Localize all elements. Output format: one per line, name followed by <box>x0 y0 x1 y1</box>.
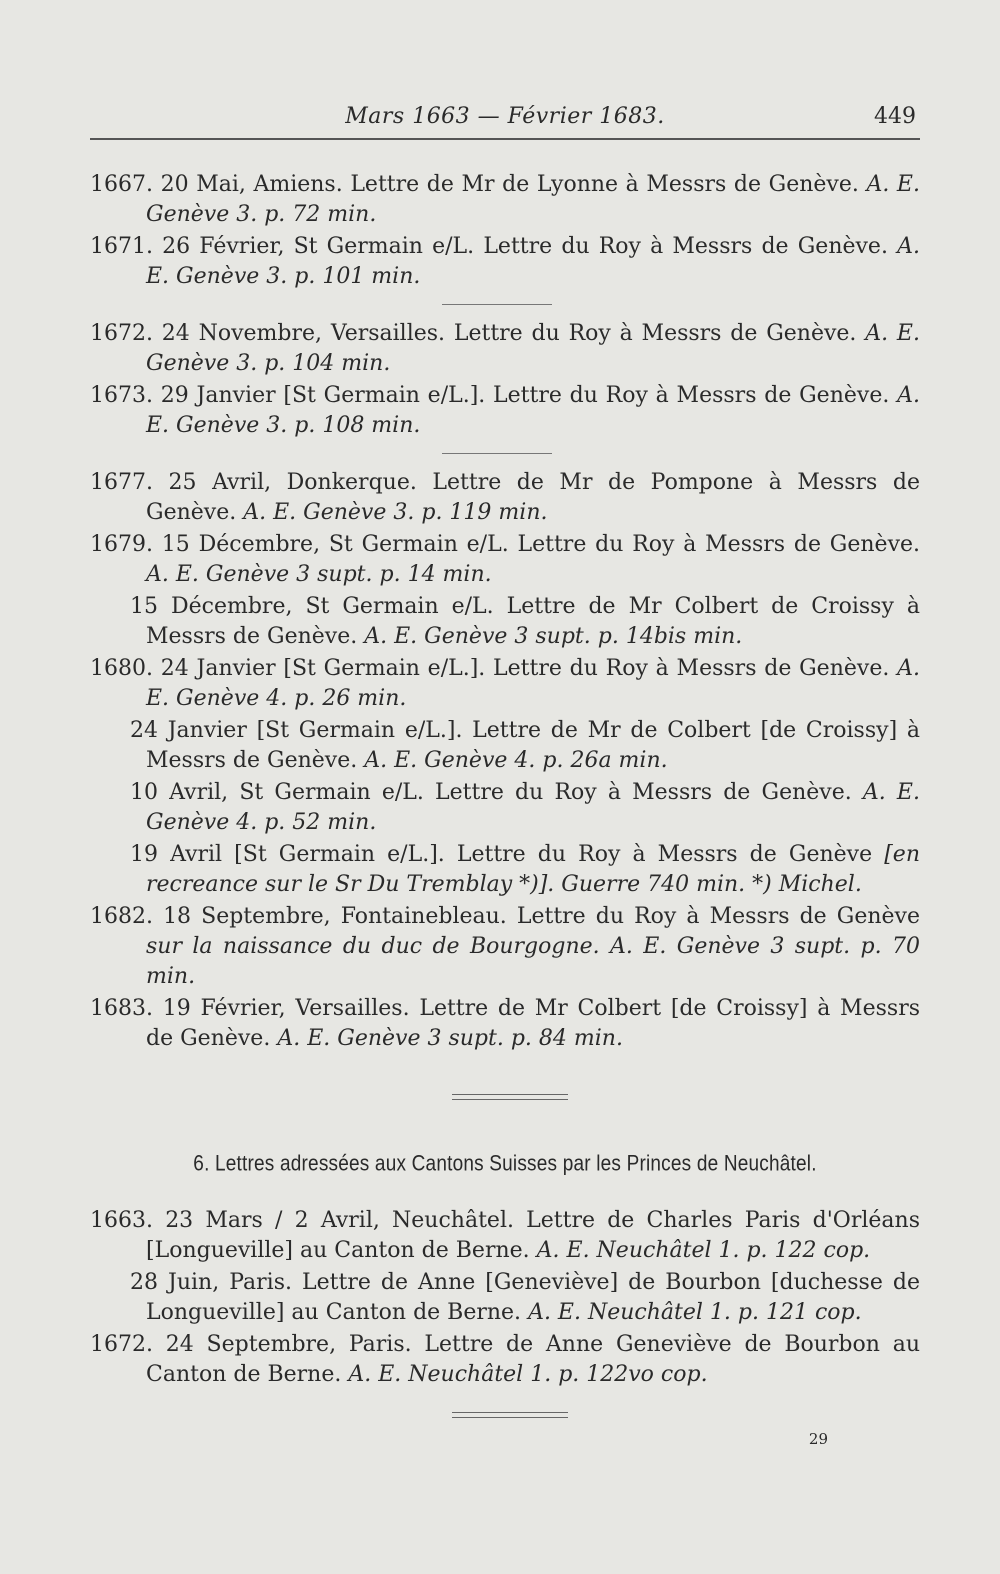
entry: 1671. 26 Février, St Germain e/L. Lettre du Roy à Messrs de Genève. A. E. Genève 3. p. 101 min. <box>90 234 920 289</box>
separator-rule <box>442 304 552 305</box>
entry: 24 Janvier [St Germain e/L.]. Lettre de Mr de Colbert [de Croissy] à Messrs de Genève. A. E. Genève 4. p. 26a min. <box>130 718 920 773</box>
running-title: Mars 1663 — Février 1683. <box>345 104 665 129</box>
entry: 1680. 24 Janvier [St Germain e/L.]. Lettre du Roy à Messrs de Genève. A. E. Genève 4. p. 26 min. <box>90 656 920 711</box>
entry: 1672. 24 Septembre, Paris. Lettre de Anne Geneviève de Bourbon au Canton de Berne. A. E. Neuchâtel 1. p. 122vo cop. <box>90 1332 920 1387</box>
section-title: 6. Lettres adressées aux Cantons Suisses par les Princes de Neuchâtel. <box>193 1152 817 1177</box>
entry: 1683. 19 Février, Versailles. Lettre de Mr Colbert [de Croissy] à Messrs de Genève. A. E. Genève 3 supt. p. 84 min. <box>90 996 920 1051</box>
entry: 28 Juin, Paris. Lettre de Anne [Geneviève] de Bourbon [duchesse de Longueville] au Canton de Berne. A. E. Neuchâtel 1. p. 121 cop. <box>130 1270 920 1325</box>
entry: 1679. 15 Décembre, St Germain e/L. Lettre du Roy à Messrs de Genève. A. E. Genève 3 supt. p. 14 min. <box>90 532 921 587</box>
signature-mark: 29 <box>808 1430 828 1448</box>
entries-top <box>90 170 920 1056</box>
page-number: 449 <box>874 104 916 129</box>
entry: 10 Avril, St Germain e/L. Lettre du Roy à Messrs de Genève. A. E. Genève 4. p. 52 min. <box>130 780 920 835</box>
entry: 1682. 18 Septembre, Fontainebleau. Lettre du Roy à Messrs de Genève sur la naissance du duc de Bourgogne. A. E. Genève 3 supt. p. 70 min. <box>90 904 920 989</box>
entry: 1667. 20 Mai, Amiens. Lettre de Mr de Lyonne à Messrs de Genève. A. E. Genève 3. p. 72 min. <box>90 172 920 227</box>
entries-bottom <box>90 1206 920 1392</box>
double-rule <box>452 1094 568 1100</box>
separator-rule <box>442 453 552 454</box>
entry: 1677. 25 Avril, Donkerque. Lettre de Mr de Pompone à Messrs de Genève. A. E. Genève 3. p. 119 min. <box>90 470 920 525</box>
entry: 15 Décembre, St Germain e/L. Lettre de Mr Colbert de Croissy à Messrs de Genève. A. E. Genève 3 supt. p. 14bis min. <box>130 594 920 649</box>
entry: 1673. 29 Janvier [St Germain e/L.]. Lettre du Roy à Messrs de Genève. A. E. Genève 3. p. 108 min. <box>90 383 920 438</box>
entry: 19 Avril [St Germain e/L.]. Lettre du Roy à Messrs de Genève [en recreance sur le Sr Du Tremblay *)]. Guerre 740 min. *) Michel. <box>130 842 920 897</box>
entry: 1663. 23 Mars / 2 Avril, Neuchâtel. Lettre de Charles Paris d'Orléans [Longueville] au Canton de Berne. A. E. Neuchâtel 1. p. 122 cop. <box>90 1208 920 1263</box>
double-rule <box>452 1412 568 1418</box>
entry: 1672. 24 Novembre, Versailles. Lettre du Roy à Messrs de Genève. A. E. Genève 3. p. 104 min. <box>90 321 920 376</box>
running-head <box>90 104 920 140</box>
